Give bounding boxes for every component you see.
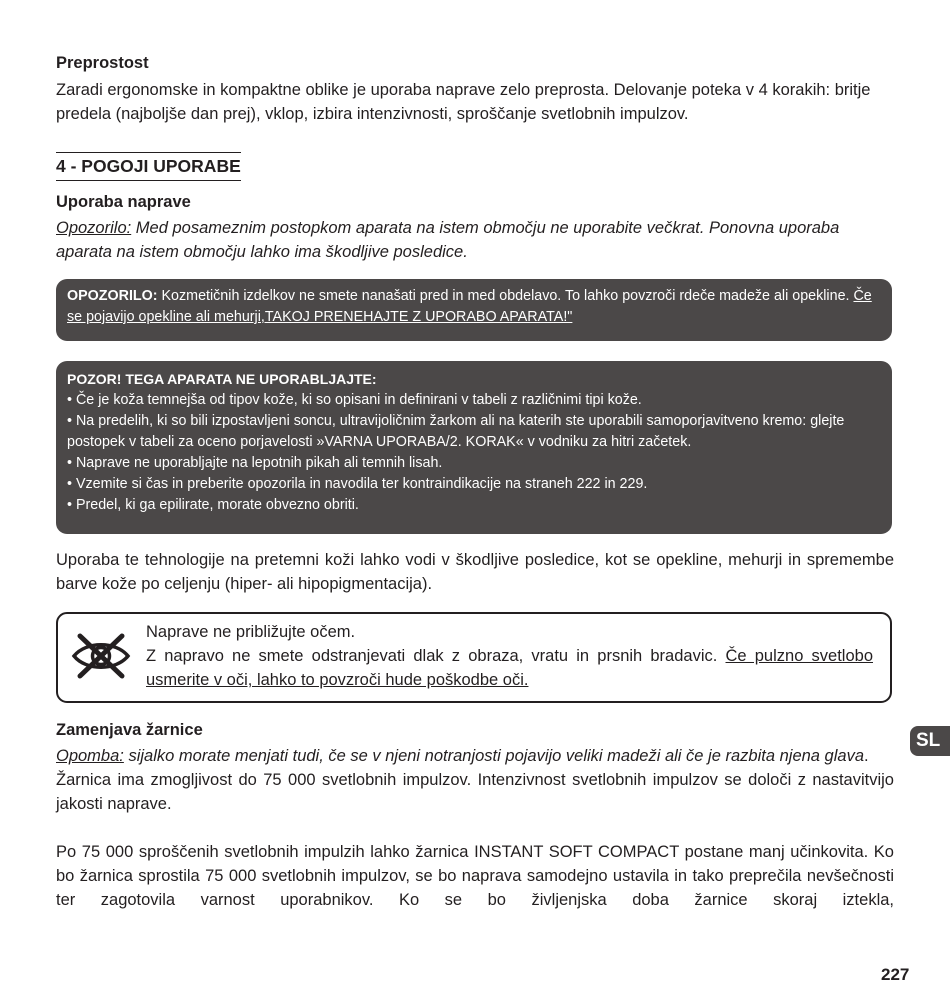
eye-warning-line2: [146, 644, 873, 692]
note-label: Opomba:: [56, 747, 124, 765]
note-text: Med posameznim postopkom aparata na istem območju ne uporabite večkrat. Ponovna uporaba aparata na istem območju lahko ima škodljive posledice.: [56, 219, 840, 261]
eye-warning-plain: Z napravo ne smete odstranjevati dlak z obraza, vratu in prsnih bradavic.: [146, 647, 726, 665]
page-number: 227: [881, 965, 910, 984]
caution-item: • Naprave ne uporabljajte na lepotnih pikah ali temnih lisah.: [67, 455, 443, 471]
heading-uporaba-naprave: Uporaba naprave: [56, 193, 191, 211]
crossed-eye-icon: [70, 632, 132, 680]
zamenjava-note: [56, 744, 894, 768]
caution-item: • Če je koža temnejša od tipov kože, ki so opisani in definirani v tabeli z različnimi tipi kože.: [67, 392, 642, 408]
caution-item: • Na predelih, ki so bili izpostavljeni soncu, ultravijoličnim žarkom ali na katerih ste uporabili samoporjavitveno kremo: glejte postopek v tabeli za oceno porjavelosti »VARNA UPORABA/2. KORAK« v vodniku za hitri začetek.: [67, 413, 845, 450]
language-tab: SL: [910, 726, 950, 756]
paragraph-preprostost: Zaradi ergonomske in kompaktne oblike je uporaba naprave zelo preprosta. Delovanje poteka v 4 korakih: britje predela (najboljše dan prej), vklop, izbira intenzivnosti, sproščanje svetlobnih impulzov.: [56, 81, 871, 123]
paragraph-uporaba-note: [56, 216, 894, 264]
zamenjava-body: [56, 744, 894, 912]
zamenjava-paragraph-1: Žarnica ima zmogljivost do 75 000 svetlobnih impulzov. Intenzivnost svetlobnih impulzov se določi z nastavitvijo jakosti naprave.: [56, 771, 894, 813]
eye-warning-line1: Naprave ne približujte očem.: [146, 623, 356, 641]
section-heading: 4 - POGOJI UPORABE: [56, 152, 241, 181]
warning-text: Kozmetičnih izdelkov ne smete nanašati pred in med obdelavo. To lahko povzroči rdeče madeže ali opekline.: [157, 288, 854, 304]
eye-warning-underlined: Če pulzno svetlobo usmerite v oči, lahko to povzroči hude poškodbe oči.: [146, 647, 873, 689]
note-label: Opozorilo:: [56, 219, 132, 237]
zamenjava-paragraph-2: Po 75 000 sproščenih svetlobnih impulzih lahko žarnica INSTANT SOFT COMPACT postane manj učinkovita. Ko bo žarnica sprostila 75 000 svetlobnih impulzov, se bo naprava samodejno ustavila in tako preprečila nevšečnosti ter zagotovila varnost uporabnikov. Ko se bo življenjska doba žarnice skoraj iztekla,: [56, 843, 894, 909]
warning-label: OPOZORILO:: [67, 288, 158, 304]
note-end: .: [864, 747, 869, 765]
caution-box: [56, 361, 892, 534]
note-text: sijalko morate menjati tudi, če se v njeni notranjosti pojavijo veliki madeži ali če je razbita njena glava: [123, 747, 864, 765]
eye-warning-text: [146, 620, 873, 692]
heading-zamenjava-zarnice: Zamenjava žarnice: [56, 721, 203, 739]
warning-underlined: Če se pojavijo opekline ali mehurji,TAKOJ PRENEHAJTE Z UPORABO APARATA!": [67, 288, 872, 325]
warning-box: [56, 279, 892, 341]
caution-item: • Vzemite si čas in preberite opozorila in navodila ter kontraindikacije na straneh 222 in 229.: [67, 476, 648, 492]
heading-preprostost: Preprostost: [56, 54, 149, 72]
caution-heading: POZOR! TEGA APARATA NE UPORABLJAJTE:: [67, 371, 377, 387]
caution-item: • Predel, ki ga epilirate, morate obvezno obriti.: [67, 497, 359, 513]
paragraph-technology: Uporaba te tehnologije na pretemni koži lahko vodi v škodljive posledice, kot se opekline, mehurji in spremembe barve kože po celjenju (hiper- ali hipopigmentacija).: [56, 551, 894, 593]
